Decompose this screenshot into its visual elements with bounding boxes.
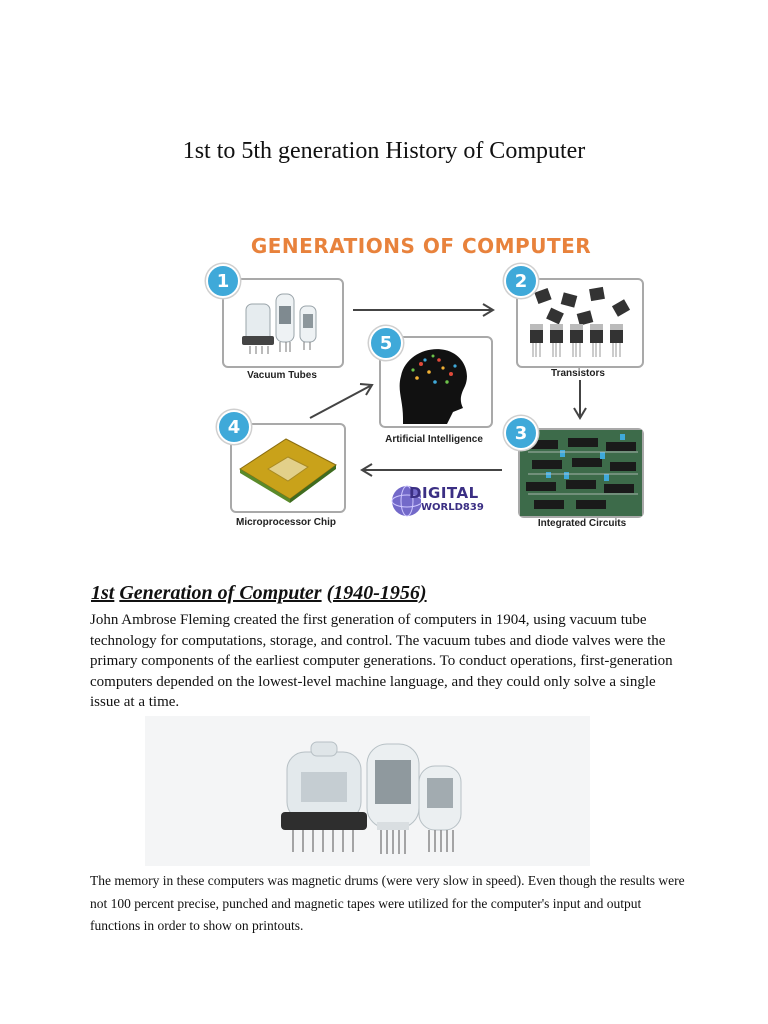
generation-card-2	[516, 278, 644, 368]
section-heading	[91, 582, 427, 605]
vacuum-tubes-icon	[224, 280, 342, 366]
generation-badge-2: 2	[504, 264, 538, 298]
generation-label-1: Vacuum Tubes	[247, 370, 317, 381]
generation-card-3	[518, 428, 644, 518]
microprocessor-chip-icon	[232, 425, 344, 511]
heading-years: (1940-1956)	[326, 582, 427, 604]
generation-label-4: Microprocessor Chip	[235, 517, 337, 528]
generation-badge-3: 3	[504, 416, 538, 450]
section-paragraph-2: The memory in these computers was magnetic drums (were very slow in speed). Even though the results were not 100 percent precise, punched and magnetic tapes were utilized for the computer's input and output functions in order to show on printouts.	[90, 873, 685, 933]
arrow-2-to-3-icon	[570, 378, 590, 422]
infographic-heading: GENERATIONS OF COMPUTER	[250, 234, 592, 258]
transistors-icon	[518, 280, 642, 366]
heading-main: Generation of Computer	[119, 582, 322, 604]
generation-label-2: Transistors	[551, 368, 605, 379]
generations-infographic	[186, 228, 656, 538]
heading-prefix: 1st	[91, 582, 115, 604]
vacuum-tubes-photo	[145, 716, 590, 866]
generation-card-1	[222, 278, 344, 368]
generation-badge-4: 4	[217, 410, 251, 444]
page-title: 1st to 5th generation History of Computer	[182, 138, 586, 164]
arrow-3-to-4-icon	[354, 460, 504, 480]
integrated-circuits-icon	[520, 430, 642, 516]
vacuum-tubes-photo-icon	[145, 716, 590, 866]
section-paragraph-1: John Ambrose Fleming created the first generation of computers in 1904, using vacuum tube technology for computations, storage, and control. The vacuum tubes and diode valves were the primary components of the earliest computer generations. To conduct operations, first-generation computers depended on the lowest-level machine language, and they could only solve a single issue at a time.	[90, 612, 673, 710]
arrow-4-to-5-icon	[306, 380, 376, 422]
digital-world-logo	[391, 483, 487, 519]
generation-badge-1: 1	[206, 264, 240, 298]
logo-line1: DIGITAL	[409, 484, 479, 502]
logo-line2: WORLD839	[421, 502, 484, 513]
arrow-1-to-2-icon	[351, 300, 501, 320]
generation-badge-5: 5	[369, 326, 403, 360]
generation-label-5: Artificial Intelligence	[385, 434, 483, 445]
generation-label-3: Integrated Circuits	[537, 518, 627, 529]
